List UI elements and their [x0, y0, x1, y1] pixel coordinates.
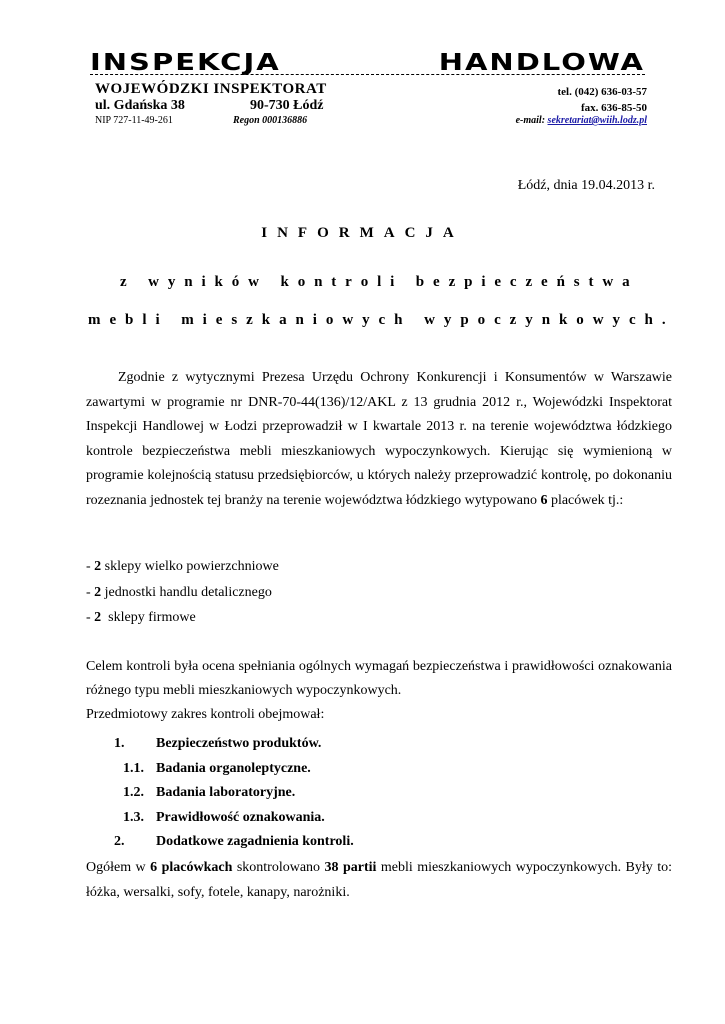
list-item: - 2 jednostki handlu detalicznego: [86, 584, 272, 600]
city-address: 90-730 Łódź: [250, 98, 324, 113]
places-count: 6 placówkach: [150, 860, 233, 875]
outlet-list: [86, 554, 279, 631]
email-block: [516, 115, 647, 126]
outlet-count: 6: [540, 492, 548, 508]
phone-number: tel. (042) 636-03-57: [557, 86, 647, 98]
logo-word-2: HANDLOWA: [438, 48, 645, 76]
subtitle-line-1: z w y n i k ó w k o n t r o l i b e z p i e c z e ń s t w a: [120, 274, 630, 290]
email-link[interactable]: sekretariat@wiih.lodz.pl: [547, 115, 647, 126]
list-item: - 2 sklepy wielko powierzchniowe: [86, 559, 279, 574]
logo: [90, 50, 645, 80]
lots-count: 38 partii: [324, 860, 377, 875]
goal-text: Celem kontroli była ocena spełniania ogólnych wymagań bezpieczeństwa i prawidłowości oznakowania różnego typu mebli mieszkaniowych wypoczynkowych.: [86, 659, 672, 698]
list-item: - 2 sklepy firmowe: [86, 610, 196, 625]
fax-number: fax. 636-85-50: [581, 102, 647, 114]
intro-text-b: placówek tj.:: [550, 492, 624, 508]
intro-paragraph: [86, 366, 672, 513]
goal-paragraph: [86, 655, 672, 727]
subtitle-line-2: m e b l i m i e s z k a n i o w y c h w y p o c z y n k o w y c h .: [88, 312, 666, 328]
document-date: Łódź, dnia 19.04.2013 r.: [517, 178, 655, 193]
summary-paragraph: Ogółem w 6 placówkach skontrolowano 38 partii mebli mieszkaniowych wypoczynkowych. Były to: łóżka, wersalki, sofy, fotele, kanapy, narożniki.: [86, 860, 673, 900]
logo-word-1: INSPEKCJA: [90, 48, 281, 76]
regon-number: Regon 000136886: [233, 115, 308, 126]
header-divider: [90, 74, 645, 75]
organization-name: WOJEWÓDZKI INSPEKTORAT: [95, 81, 327, 97]
email-label: e-mail:: [515, 115, 546, 126]
nip-number: NIP 727-11-49-261: [95, 115, 173, 126]
scope-intro: Przedmiotowy zakres kontroli obejmował:: [86, 707, 325, 722]
document-title: INFORMACJA: [261, 225, 464, 241]
street-address: ul. Gdańska 38: [95, 98, 185, 113]
intro-text-a: Zgodnie z wytycznymi Prezesa Urzędu Ochrony Konkurencji i Konsumentów w Warszawie zawartymi w programie nr DNR-70-44(136)/12/AKL z 13 grudnia 2012 r., Wojewódzki Inspektorat Inspekcji Handlowej w Łodzi przeprowadził w I kwartale 2013 r. na terenie województwa łódzkiego kontrole bezpieczeństwa mebli mieszkaniowych wypoczynkowych. Kierując się wymienioną w programie kolejnością statusu przedsiębiorców, u których należy przeprowadzić kontrolę, po dokonaniu rozeznania jednostek tej branży na terenie województwa łódzkiego wytypowano: [86, 370, 672, 508]
